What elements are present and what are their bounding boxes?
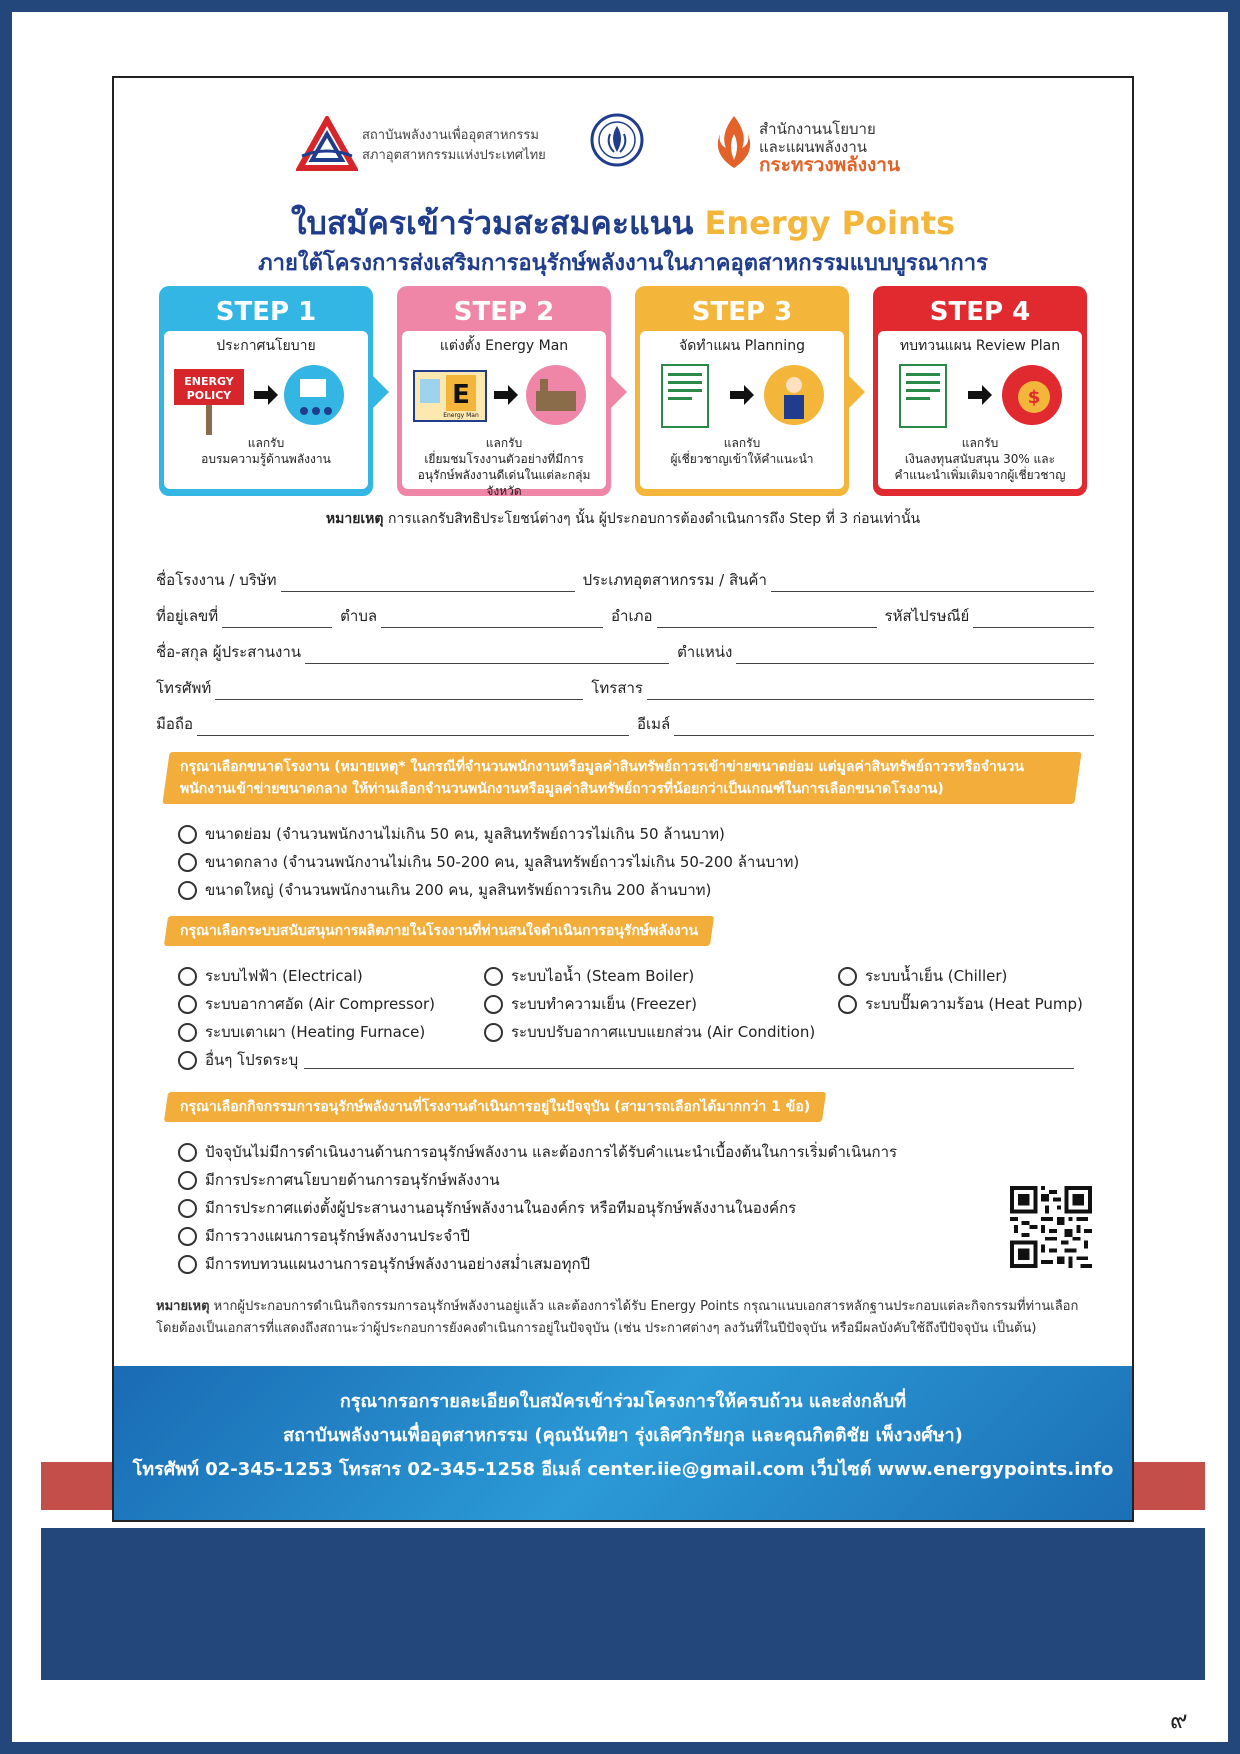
footer-line3: โทรศัพท์ 02-345-1253 โทรสาร 02-345-1258 อีเมล์ center.iie@gmail.com เว็บไซต์ www.energypoints.info (132, 1459, 1114, 1480)
system-option-air-compressor-label: ระบบอากาศอัด (Air Compressor) (205, 995, 436, 1013)
page-number: ๙ (1170, 1706, 1188, 1734)
company-label: ชื่อโรงงาน / บริษัท (156, 571, 277, 589)
eppo-logo-line3: กระทรวงพลังงาน (759, 154, 900, 176)
step-note-text: การแลกรับสิทธิประโยชน์ต่างๆ นั้น ผู้ประกอบการต้องดำเนินการถึง Step ที่ 3 ก่อนเท่านั้น (383, 511, 921, 527)
activity-option-5[interactable] (178, 1250, 897, 1278)
flame-logo-icon (714, 114, 754, 172)
step-4-body (878, 331, 1082, 489)
planning-document-icon (640, 361, 844, 437)
email-label: อีเมล์ (637, 715, 671, 733)
system-option-other-label: อื่นๆ โปรดระบุ (205, 1051, 299, 1069)
activity-option-1[interactable] (178, 1138, 897, 1166)
radio-icon[interactable] (484, 995, 503, 1014)
fti-logo-icon (296, 116, 358, 174)
form-title-accent: Energy Points (704, 204, 956, 242)
system-option-other[interactable] (178, 1046, 1074, 1074)
contact-footer (114, 1366, 1132, 1522)
radio-icon[interactable] (178, 1143, 197, 1162)
size-option-large[interactable] (178, 876, 799, 904)
step-1-title: ประกาศนโยบาย (216, 338, 316, 354)
activity-option-1-label: ปัจจุบันไม่มีการดำเนินงานด้านการอนุรักษ์พลังงาน และต้องการได้รับคำแนะนำเบื้องต้นในการเริ่มดำเนินการ (205, 1143, 898, 1161)
field-row-address (156, 592, 1094, 628)
step-3-title: จัดทำแผน Planning (679, 338, 805, 354)
svg-text:POLICY: POLICY (186, 389, 232, 402)
coin-symbol: $ (1027, 387, 1041, 408)
radio-icon[interactable] (178, 995, 197, 1014)
fti-logo-line1: สถาบันพลังงานเพื่ออุตสาหกรรม (362, 128, 539, 143)
step-reward-line: แลกรับ (485, 436, 523, 450)
radio-icon[interactable] (178, 1199, 197, 1218)
step-1-body (164, 331, 368, 489)
radio-icon[interactable] (178, 1255, 197, 1274)
step-3-arrow-icon (849, 376, 865, 408)
industry-label: ประเภทอุตสาหกรรม / สินค้า (582, 571, 767, 589)
system-section-banner (164, 916, 714, 946)
coordinator-field[interactable] (305, 644, 669, 664)
form-title (114, 198, 1132, 249)
system-option-steam-boiler[interactable] (484, 962, 815, 990)
evidence-footnote (156, 1296, 1106, 1340)
fax-label: โทรสาร (591, 679, 643, 697)
step-reward-line: แลกรับ (247, 436, 285, 450)
activity-option-3[interactable] (178, 1194, 897, 1222)
fax-field[interactable] (647, 680, 1094, 700)
radio-icon[interactable] (178, 1023, 197, 1042)
step-2-reward (402, 435, 606, 499)
step-4-card (873, 286, 1087, 496)
address-no-label: ที่อยู่เลขที่ (156, 607, 219, 625)
footer-line2: สถาบันพลังงานเพื่ออุตสาหกรรม (คุณนันทิยา รุ่งเลิศวิกรัยกุล และคุณกิตติชัย เพ็งวงศ์ษา) (283, 1425, 963, 1446)
coordinator-label: ชื่อ-สกุล ผู้ประสานงาน (156, 643, 302, 661)
system-options-col2 (484, 962, 815, 1046)
postcode-label: รหัสไปรษณีย์ (884, 607, 970, 625)
step-2-title: แต่งตั้ง Energy Man (439, 338, 569, 354)
radio-icon[interactable] (838, 995, 857, 1014)
fti-logo-text (362, 126, 546, 166)
system-option-chiller[interactable] (838, 962, 1083, 990)
step-reward-line: แลกรับ (723, 436, 761, 450)
step-1-label: STEP 1 (215, 297, 317, 327)
step-3-reward (640, 435, 844, 467)
energy-man-badge-icon (402, 361, 606, 437)
decor-band-blue (41, 1528, 1205, 1680)
step-4-label: STEP 4 (929, 297, 1031, 327)
energy-man-badge-letter: E (452, 380, 470, 410)
step-2-arrow-icon (611, 376, 627, 408)
district-label: อำเภอ (611, 607, 653, 625)
system-option-heat-pump[interactable] (838, 990, 1083, 1018)
activity-section-banner (164, 1092, 826, 1122)
step-2-card (397, 286, 611, 496)
system-option-steam-boiler-label: ระบบไอน้ำ (Steam Boiler) (511, 967, 695, 985)
industry-field[interactable] (771, 572, 1094, 592)
field-row-mobile (156, 700, 1094, 736)
svg-text:ENERGY: ENERGY (184, 375, 234, 388)
size-options (178, 820, 799, 904)
system-option-heating-furnace-label: ระบบเตาเผา (Heating Furnace) (205, 1023, 426, 1041)
eppo-logo-line1: สำนักงานนโยบาย (759, 120, 876, 138)
system-other-field[interactable] (304, 1051, 1074, 1069)
company-field[interactable] (281, 572, 575, 592)
system-option-air-condition[interactable] (484, 1018, 815, 1046)
system-option-freezer[interactable] (484, 990, 815, 1018)
application-form (112, 76, 1134, 1522)
subdistrict-label: ตำบล (340, 607, 378, 625)
activity-option-2[interactable] (178, 1166, 897, 1194)
radio-icon[interactable] (178, 825, 197, 844)
eppo-logo-line2: และแผนพลังงาน (759, 138, 868, 156)
size-option-large-label: ขนาดใหญ่ (จำนวนพนักงานเกิน 200 คน, มูลสินทรัพย์ถาวรเกิน 200 ล้านบาท) (205, 881, 712, 899)
logo-header (114, 112, 1132, 182)
radio-icon[interactable] (178, 881, 197, 900)
radio-icon[interactable] (178, 1171, 197, 1190)
step-2-body (402, 331, 606, 498)
activity-option-2-label: มีการประกาศนโยบายด้านการอนุรักษ์พลังงาน (205, 1171, 500, 1189)
address-no-field[interactable] (222, 608, 332, 628)
system-option-freezer-label: ระบบทำความเย็น (Freezer) (511, 995, 697, 1013)
radio-icon[interactable] (178, 853, 197, 872)
step-3-card (635, 286, 849, 496)
steps-row (159, 286, 1089, 496)
footnote-line2: โดยต้องเป็นเอกสารที่แสดงถึงสถานะว่าผู้ประกอบการยังคงดำเนินการอยู่ในปัจจุบัน (เช่น ประกาศต่างๆ ลงวันที่ในปีปัจจุบัน หรือมีผลบังคับใช้ถึงปีปัจจุบัน เป็นต้น) (156, 1321, 1037, 1336)
footnote-label: หมายเหตุ (156, 1299, 210, 1314)
district-field[interactable] (657, 608, 877, 628)
size-option-small[interactable] (178, 820, 799, 848)
position-field[interactable] (736, 644, 1094, 664)
eppo-logo-text (759, 120, 900, 174)
system-option-chiller-label: ระบบน้ำเย็น (Chiller) (865, 967, 1008, 985)
radio-icon[interactable] (178, 1227, 197, 1246)
system-options-col3 (838, 962, 1083, 1018)
step-reward-line: อนุรักษ์พลังงานดีเด่นในแต่ละกลุ่มจังหวัด (417, 468, 591, 498)
radio-icon[interactable] (484, 1023, 503, 1042)
step-reward-line: อบรมความรู้ด้านพลังงาน (201, 452, 331, 466)
email-field[interactable] (674, 716, 1094, 736)
phone-field[interactable] (215, 680, 583, 700)
step-1-card (159, 286, 373, 496)
system-option-air-condition-label: ระบบปรับอากาศแบบแยกส่วน (Air Condition) (511, 1023, 816, 1041)
step-3-label: STEP 3 (691, 297, 793, 327)
size-option-medium-label: ขนาดกลาง (จำนวนพนักงานไม่เกิน 50-200 คน, มูลสินทรัพย์ถาวรไม่เกิน 50-200 ล้านบาท) (205, 853, 800, 871)
mobile-label: มือถือ (156, 715, 193, 733)
step-2-label: STEP 2 (453, 297, 555, 327)
qr-code-icon (1010, 1186, 1092, 1268)
size-option-small-label: ขนาดย่อม (จำนวนพนักงานไม่เกิน 50 คน, มูลสินทรัพย์ถาวรไม่เกิน 50 ล้านบาท) (205, 825, 725, 843)
step-4-title: ทบทวนแผน Review Plan (899, 338, 1061, 354)
step-1-reward (164, 435, 368, 467)
radio-icon[interactable] (178, 967, 197, 986)
activity-option-4[interactable] (178, 1222, 897, 1250)
step-4-reward (878, 435, 1082, 483)
field-row-phone (156, 664, 1094, 700)
step-3-body (640, 331, 844, 489)
phone-label: โทรศัพท์ (156, 679, 212, 697)
size-section-banner-text: กรุณาเลือกขนาดโรงงาน (หมายเหตุ* ในกรณีที่จำนวนพนักงานหรือมูลค่าสินทรัพย์ถาวรเข้าข่ายขนาดย่อม แต่มูลค่าสินทรัพย์ถาวรหรือจำนวน พนักงานเข้าข่ายขนาดกลาง ให้ท่านเลือกจำนวนพนักงานหรือมูลค่าสินทรัพย์ถาวรที่น้อยกว่าเป็นเกณฑ์ในการเลือกขนาดโรงงาน) (180, 759, 1024, 797)
radio-icon[interactable] (838, 967, 857, 986)
step-note-label: หมายเหตุ (325, 511, 384, 527)
footnote-line1: หากผู้ประกอบการดำเนินกิจกรรมการอนุรักษ์พลังงานอยู่แล้ว และต้องการได้รับ Energy Points กรุณาแนบเอกสารหลักฐานประกอบแต่ละกิจกรรมที่ท่านเลือก (209, 1299, 1079, 1314)
field-row-coordinator (156, 628, 1094, 664)
step-reward-line: คำแนะนำเพิ่มเติมจากผู้เชี่ยวชาญ (894, 468, 1066, 482)
step-1-arrow-icon (373, 376, 389, 408)
form-title-main: ใบสมัครเข้าร่วมสะสมคะแนน (290, 204, 705, 242)
position-label: ตำแหน่ง (677, 643, 733, 661)
mobile-field[interactable] (197, 716, 629, 736)
form-subtitle: ภายใต้โครงการส่งเสริมการอนุรักษ์พลังงานในภาคอุตสาหกรรมแบบบูรณาการ (258, 251, 988, 276)
activity-option-4-label: มีการวางแผนการอนุรักษ์พลังงานประจำปี (205, 1227, 470, 1245)
step-reward-line: ผู้เชี่ยวชาญเข้าให้คำแนะนำ (670, 452, 814, 466)
radio-icon[interactable] (178, 1051, 197, 1070)
radio-icon[interactable] (484, 967, 503, 986)
footer-line1: กรุณากรอกรายละเอียดใบสมัครเข้าร่วมโครงการให้ครบถ้วน และส่งกลับที่ (339, 1391, 907, 1412)
fund-seal-icon (588, 112, 646, 178)
activity-option-3-label: มีการประกาศแต่งตั้งผู้ประสานงานอนุรักษ์พลังงานในองค์กร หรือทีมอนุรักษ์พลังงานในองค์กร (205, 1199, 797, 1217)
system-section-banner-text: กรุณาเลือกระบบสนับสนุนการผลิตภายในโรงงานที่ท่านสนใจดำเนินการอนุรักษ์พลังงาน (180, 923, 699, 939)
activity-option-5-label: มีการทบทวนแผนงานการอนุรักษ์พลังงานอย่างสม่ำเสมอทุกปี (205, 1255, 591, 1273)
policy-sign-icon (164, 361, 368, 437)
subdistrict-field[interactable] (381, 608, 603, 628)
step-note (114, 508, 1132, 530)
postcode-field[interactable] (973, 608, 1094, 628)
step-reward-line: แลกรับ (961, 436, 999, 450)
review-plan-coin-icon (878, 361, 1082, 437)
fti-logo-line2: สภาอุตสาหกรรมแห่งประเทศไทย (362, 148, 546, 163)
field-row-company (156, 556, 1094, 592)
contact-fields (156, 556, 1094, 736)
size-section-banner (162, 752, 1081, 804)
activity-section-banner-text: กรุณาเลือกกิจกรรมการอนุรักษ์พลังงานที่โรงงานดำเนินการอยู่ในปัจจุบัน (สามารถเลือกได้มากกว่า 1 ข้อ) (180, 1099, 811, 1115)
size-option-medium[interactable] (178, 848, 799, 876)
step-reward-line: เยี่ยมชมโรงงานตัวอย่างที่มีการ (424, 452, 584, 466)
activity-options (178, 1138, 897, 1278)
system-option-electrical-label: ระบบไฟฟ้า (Electrical) (205, 967, 363, 985)
energy-man-badge-caption: Energy Man (443, 412, 479, 419)
step-reward-line: เงินลงทุนสนับสนุน 30% และ (904, 452, 1056, 466)
system-option-heat-pump-label: ระบบปั๊มความร้อน (Heat Pump) (865, 995, 1083, 1013)
